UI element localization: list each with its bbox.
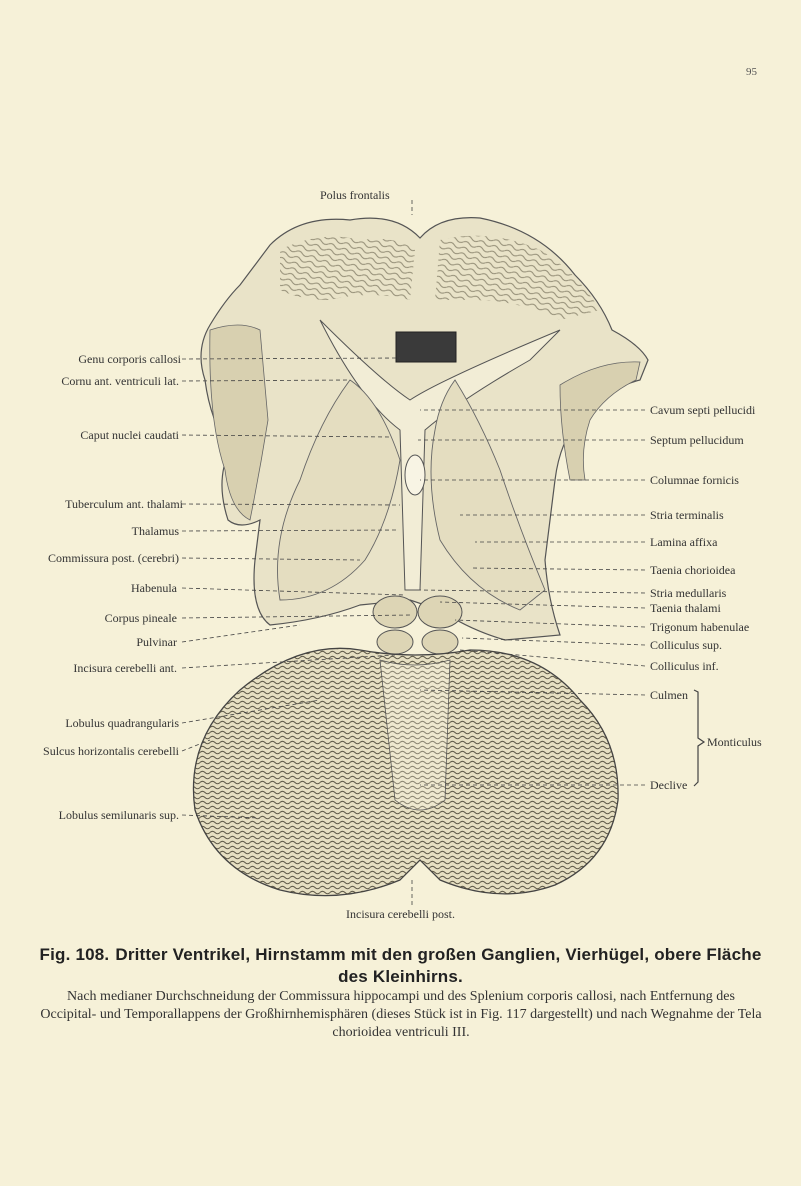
figure-title: Dritter Ventrikel, Hirnstamm mit den großen Ganglien, Vierhügel, obere Fläche des Kleinhirns. bbox=[115, 945, 762, 986]
label-left-8: Pulvinar bbox=[136, 635, 177, 649]
label-left-11: Sulcus horizontalis cerebelli bbox=[43, 744, 179, 758]
label-right-9: Colliculus sup. bbox=[650, 638, 723, 652]
label-left-4: Thalamus bbox=[131, 524, 179, 538]
label-right-3: Stria terminalis bbox=[650, 508, 724, 522]
label-right-1: Septum pellucidum bbox=[650, 433, 744, 447]
label-bottom: Incisura cerebelli post. bbox=[346, 907, 455, 921]
label-right-4: Lamina affixa bbox=[650, 535, 718, 549]
label-right-2: Columnae fornicis bbox=[650, 473, 739, 487]
label-left-12: Lobulus semilunaris sup. bbox=[58, 808, 179, 822]
page-number: 95 bbox=[746, 66, 757, 78]
label-left-3: Tuberculum ant. thalami bbox=[65, 497, 183, 511]
label-right-8: Trigonum habenulae bbox=[650, 620, 750, 634]
label-left-5: Commissura post. (cerebri) bbox=[48, 551, 179, 565]
label-left-1: Cornu ant. ventriculi lat. bbox=[61, 374, 179, 388]
label-left-7: Corpus pineale bbox=[104, 611, 177, 625]
figure-number: Fig. 108. bbox=[39, 945, 110, 964]
label-left-9: Incisura cerebelli ant. bbox=[73, 661, 177, 675]
label-right-0: Cavum septi pellucidi bbox=[650, 403, 756, 417]
label-right-7: Taenia thalami bbox=[650, 601, 721, 615]
monticulus-bracket bbox=[694, 690, 704, 786]
label-right-11: Culmen bbox=[650, 688, 688, 702]
label-left-6: Habenula bbox=[131, 581, 177, 595]
figure-caption-text: Nach medianer Durchschneidung der Commissura hippocampi und des Splenium corporis callosi, nach Entfernung des Occipital- und Temporallappens der Großhirnhemisphären (dieses Stück ist in Fig. 117 dargestellt) und nach Wegnahme der Tela chorioidea ventriculi III. bbox=[40, 989, 762, 1040]
label-right-10: Colliculus inf. bbox=[650, 659, 719, 673]
label-monticulus: Monticulus bbox=[707, 735, 762, 749]
cerebellum bbox=[193, 648, 618, 895]
label-top: Polus frontalis bbox=[320, 188, 390, 202]
label-right-12: Declive bbox=[650, 778, 688, 792]
label-right-6: Stria medullaris bbox=[650, 586, 727, 600]
figure-caption-title bbox=[30, 944, 771, 988]
label-left-10: Lobulus quadrangularis bbox=[65, 716, 179, 730]
label-right-5: Taenia chorioidea bbox=[650, 563, 736, 577]
label-left-2: Caput nuclei caudati bbox=[80, 428, 179, 442]
label-left-0: Genu corporis callosi bbox=[78, 352, 181, 366]
